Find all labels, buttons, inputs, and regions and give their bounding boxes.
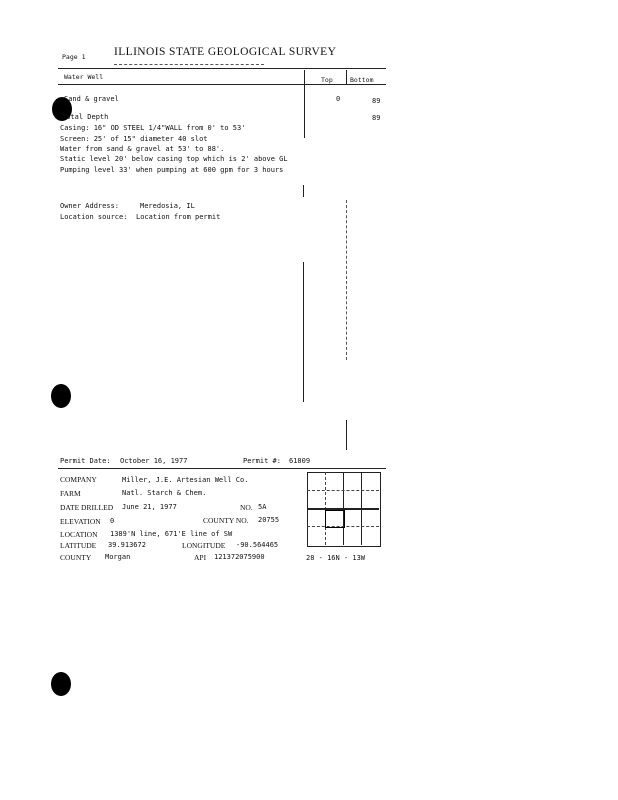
- header-rule-top: [58, 68, 386, 69]
- total-depth-value: 89: [372, 114, 381, 122]
- county-label: COUNTY: [60, 553, 92, 562]
- column-line-long: [303, 262, 304, 402]
- punch-hole-bottom: [51, 672, 71, 696]
- location-source-value: Location from permit: [136, 213, 221, 221]
- water-from-text: Water from sand & gravel at 53' to 88'.: [60, 145, 225, 153]
- total-depth-label: Total Depth: [62, 113, 109, 121]
- county-no-value: 20755: [258, 516, 280, 524]
- column-line-short-1: [303, 185, 304, 197]
- grid-highlight-cell: [325, 510, 345, 528]
- well-no-value: 5A: [258, 503, 267, 511]
- column-top-header: Top: [321, 76, 333, 84]
- latitude-label: LATITUDE: [60, 541, 97, 550]
- section-location-grid: [307, 472, 381, 547]
- owner-address-label: Owner Address:: [60, 202, 120, 210]
- farm-value: Natl. Starch & Chem.: [122, 489, 207, 497]
- location-value: 1389'N line, 671'E line of SW: [110, 530, 233, 538]
- column-line-right: [346, 420, 347, 450]
- date-drilled-label: DATE DRILLED: [60, 503, 114, 512]
- punch-hole-middle: [51, 384, 71, 408]
- permit-date-value: October 16, 1977: [120, 457, 188, 465]
- company-value: Miller, J.E. Artesian Well Co.: [122, 476, 249, 484]
- grid-line-h1: [307, 490, 379, 491]
- page-title: ILLINOIS STATE GEOLOGICAL SURVEY: [114, 46, 337, 58]
- header-dotted-rule: [114, 64, 264, 65]
- api-label: API: [194, 553, 207, 562]
- longitude-label: LONGITUDE: [182, 541, 226, 550]
- latitude-value: 39.913672: [108, 541, 146, 549]
- farm-label: FARM: [60, 489, 81, 498]
- stratum-top-value: 0: [336, 95, 341, 103]
- location-label: LOCATION: [60, 530, 98, 539]
- permit-number-value: 61809: [289, 457, 311, 465]
- page-number: Page 1: [62, 53, 86, 61]
- location-source-label: Location source:: [60, 213, 128, 221]
- elevation-label: ELEVATION: [60, 517, 101, 526]
- permit-date-label: Permit Date:: [60, 457, 111, 465]
- column-bottom-header: Bottom: [350, 76, 374, 84]
- column-line-dashed: [346, 200, 347, 360]
- static-level-text: Static level 20' below casing top which is 2' above GL: [60, 155, 288, 163]
- township-range: 28 - 16N - 13W: [306, 554, 366, 562]
- longitude-value: -90.564465: [236, 541, 279, 549]
- county-no-label: COUNTY NO.: [203, 516, 249, 525]
- stratum-label: Sand & gravel: [64, 95, 119, 103]
- company-label: COMPANY: [60, 475, 97, 484]
- stratum-bottom-value: 89: [372, 97, 381, 105]
- pumping-level-text: Pumping level 33' when pumping at 600 gpm for 3 hours: [60, 166, 284, 174]
- county-value: Morgan: [105, 553, 131, 561]
- well-no-label: NO.: [240, 503, 253, 512]
- header-rule-bottom: [58, 84, 386, 85]
- screen-text: Screen: 25' of 15" diameter 40 slot: [60, 135, 208, 143]
- casing-text: Casing: 16" OD STEEL 1/4"WALL from 0' to 53': [60, 124, 246, 132]
- owner-address-value: Meredosia, IL: [140, 202, 195, 210]
- column-divider-2: [346, 70, 347, 84]
- permit-number-label: Permit #:: [243, 457, 281, 465]
- elevation-value: 0: [110, 517, 115, 525]
- date-drilled-value: June 21, 1977: [122, 503, 177, 511]
- permit-rule: [58, 468, 386, 469]
- api-value: 121372075900: [214, 553, 265, 561]
- well-type-label: Water Well: [64, 73, 104, 81]
- column-divider-1: [304, 70, 305, 138]
